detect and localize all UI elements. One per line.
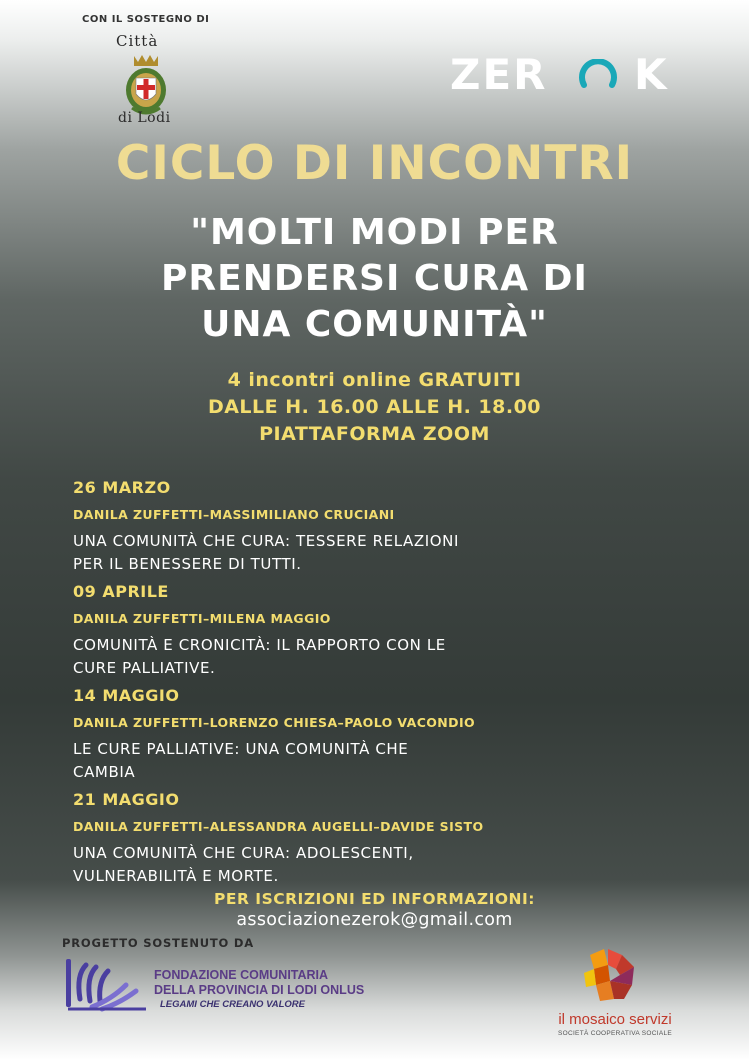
theme-line: PRENDERSI CURA DI bbox=[161, 258, 588, 299]
event-topic-line: VULNERABILITÀ E MORTE. bbox=[73, 867, 279, 885]
mosaic-icon bbox=[580, 947, 640, 1009]
event-date: 21 MAGGIO bbox=[73, 790, 180, 809]
event-date: 14 MAGGIO bbox=[73, 686, 180, 705]
event-topic bbox=[73, 530, 633, 576]
info-time: DALLE H. 16.00 ALLE H. 18.00 bbox=[207, 396, 542, 418]
contacts-label: PER ISCRIZIONI ED INFORMAZIONI: bbox=[214, 890, 535, 908]
event-topic-line: CURE PALLIATIVE. bbox=[73, 659, 216, 677]
city-name-word2: di Lodi bbox=[118, 110, 171, 126]
event-date: 26 MARZO bbox=[73, 478, 171, 497]
theme-line: "MOLTI MODI PER bbox=[190, 212, 559, 253]
info-platform: PIATTAFORMA ZOOM bbox=[259, 423, 490, 445]
mosaico-logo bbox=[535, 945, 695, 1040]
fondazione-name-line1: FONDAZIONE COMUNITARIA bbox=[154, 968, 329, 982]
zerok-ring-icon bbox=[578, 59, 618, 95]
fondazione-logo bbox=[62, 955, 365, 1015]
event-topic-line: UNA COMUNITÀ CHE CURA: ADOLESCENTI, bbox=[73, 844, 414, 862]
event-topic bbox=[73, 634, 633, 680]
mosaico-subtitle: SOCIETÀ COOPERATIVA SOCIALE bbox=[557, 1030, 673, 1037]
project-support-label: PROGETTO SOSTENUTO DA bbox=[62, 936, 254, 950]
event-theme-title bbox=[0, 210, 749, 348]
event-topic bbox=[73, 738, 633, 784]
event-speakers: DANILA ZUFFETTI–MILENA MAGGIO bbox=[73, 611, 331, 626]
contact-email-link[interactable]: associazionezerok@gmail.com bbox=[236, 910, 513, 930]
zerok-logo bbox=[450, 50, 680, 100]
coat-of-arms-icon bbox=[124, 52, 168, 118]
fondazione-tagline: LEGAMI CHE CREANO VALORE bbox=[160, 999, 305, 1010]
event-speakers: DANILA ZUFFETTI–ALESSANDRA AUGELLI–DAVIDE SISTO bbox=[73, 819, 484, 834]
hands-icon bbox=[62, 955, 150, 1015]
sponsor-label: CON IL SOSTEGNO DI bbox=[82, 14, 210, 25]
event-topic-line: PER IL BENESSERE DI TUTTI. bbox=[73, 555, 302, 573]
event-speakers: DANILA ZUFFETTI–LORENZO CHIESA–PAOLO VACONDIO bbox=[73, 715, 476, 730]
info-count: 4 incontri online GRATUITI bbox=[227, 369, 522, 391]
event-speakers: DANILA ZUFFETTI–MASSIMILIANO CRUCIANI bbox=[73, 507, 395, 522]
zerok-logo-word: ZER bbox=[450, 50, 548, 99]
event-topic-line: COMUNITÀ E CRONICITÀ: IL RAPPORTO CON LE bbox=[73, 636, 446, 654]
city-name-word1: Città bbox=[116, 32, 159, 50]
mosaico-name: il mosaico servizi bbox=[558, 1011, 672, 1028]
event-topic bbox=[73, 842, 633, 888]
event-date: 09 APRILE bbox=[73, 582, 169, 601]
event-topic-line: LE CURE PALLIATIVE: UNA COMUNITÀ CHE bbox=[73, 740, 409, 758]
theme-line: UNA COMUNITÀ" bbox=[201, 304, 548, 345]
zerok-logo-k: K bbox=[634, 50, 669, 99]
city-sponsor-block bbox=[82, 14, 222, 126]
event-topic-line: UNA COMUNITÀ CHE CURA: TESSERE RELAZIONI bbox=[73, 532, 460, 550]
event-series-title: CICLO DI INCONTRI bbox=[115, 136, 634, 191]
fondazione-name-line2: DELLA PROVINCIA DI LODI ONLUS bbox=[154, 983, 365, 997]
event-topic-line: CAMBIA bbox=[73, 763, 136, 781]
